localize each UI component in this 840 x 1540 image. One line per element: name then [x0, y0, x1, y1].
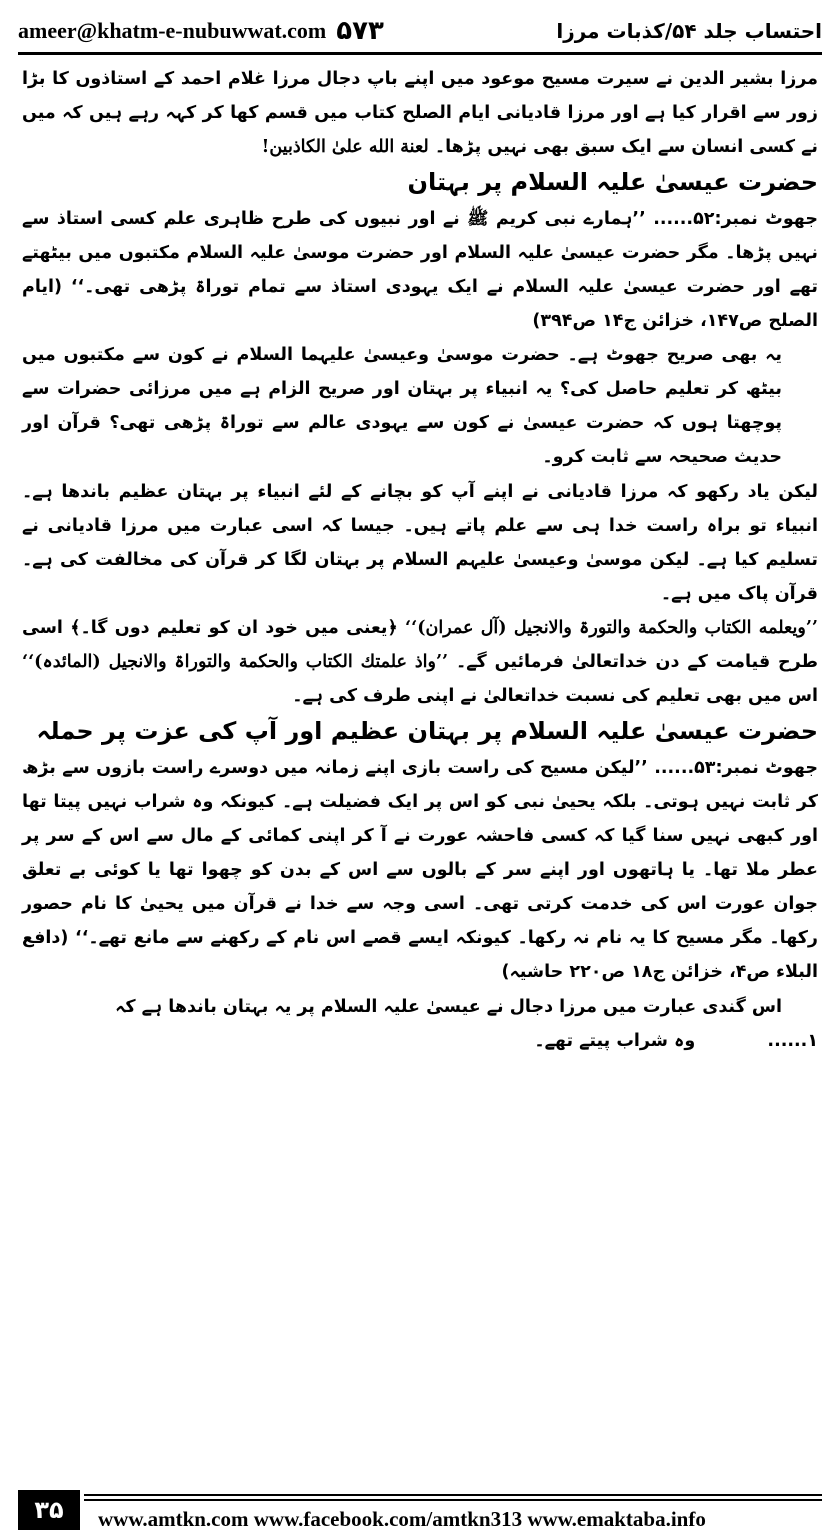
paragraph-prophets: لیکن یاد رکھو کہ مرزا قادیانی نے اپنے آپ کو بچانے کے لئے انبیاء پر بہتان عظیم باندھا ہے۔ انبیاء تو براہ راست خدا ہی سے علم پاتے ہیں۔ جیسا کہ اسی عبارت میں مرزا قادیانی نے تسلیم کیا ہے۔ لیکن موسیٰ وعیسیٰ علیہم السلام پر بہتان لگا کر قرآن کی مخالفت کی ہے۔ قرآن پاک میں ہے۔: [22, 481, 818, 604]
lie-53-quote: جھوٹ نمبر:۵۳...... ’’لیکن مسیح کی راست بازی اپنے زمانہ میں دوسرے راست بازوں سے بڑھ کر ثابت نہیں ہوتی۔ بلکہ یحییٰ نبی کو اس پر ایک فضیلت ہے۔ کیونکہ وہ شراب نہیں پیتا تھا اور کبھی نہیں سنا گیا کہ کسی فاحشہ عورت نے آ کر اپنی کمائی کے مال سے اس کے سر پر عطر ملا تھا۔ یا ہاتھوں اور اپنے سر کے بالوں سے اس کے بدن کو چھوا تھا یا کوئی بے تعلق جوان عورت اس کی خدمت کرتی تھی۔ اسی وجہ سے خدا نے قرآن میں یحییٰ کا نام حصور رکھا۔ مگر مسیح کا یہ نام نہ رکھا۔ کیونکہ ایسے قصے اس نام کے رکھنے سے مانع تھے۔‘‘: [22, 757, 818, 949]
footer-links: www.amtkn.com www.facebook.com/amtkn313 www.emaktaba.info: [98, 1507, 706, 1531]
paragraph-lie-52: [22, 202, 818, 339]
lie-52-reference: (ایام الصلح ص۱۴۷، خزائن ج۱۴ ص۳۹۴): [22, 276, 818, 331]
list-item-1: [22, 1024, 818, 1058]
paragraph-intro: [22, 62, 818, 164]
header-rule: [18, 52, 822, 55]
paragraph-quran: [22, 611, 818, 713]
header-page-number: ۵۷۳: [336, 16, 384, 46]
footer-rule-1: [84, 1494, 822, 1496]
footer-page-number: ۳۵: [18, 1490, 80, 1530]
footer-rules: [84, 1494, 822, 1504]
list-item-number: ۱......: [767, 1030, 818, 1051]
paragraph-rebuttal: یہ بھی صریح جھوٹ ہے۔ حضرت موسیٰ وعیسیٰ علیہما السلام نے کون سے مکتبوں میں بیٹھ کر تعلیم حاصل کی؟ یہ انبیاء پر بہتان اور صریح الزام ہے میں مرزائی حضرات سے پوچھتا ہوں کہ حضرت عیسیٰ نے کون سے یہودی عالم سے توراۃ پڑھی تھی؟ قرآن اور حدیث صحیحہ سے ثابت کرو۔: [22, 345, 782, 468]
lie-53-reference: (دافع البلاء ص۴، خزائن ج۱۸ ص۲۲۰ حاشیہ): [22, 928, 818, 983]
list-item-text: وہ شراب پیتے تھے۔: [534, 1030, 696, 1051]
quran-translation-2: اس میں بھی تعلیم کی نسبت خداتعالیٰ نے اپنی طرف کی ہے۔: [292, 686, 818, 707]
curse-text: لعنة الله علیٰ الکاذبین!: [261, 137, 429, 158]
page-body: [22, 62, 818, 1480]
quran-quote-1: ’’ویعلمه الکتاب والحکمة والتورۃ والانجیل (آل عمران)‘‘: [405, 618, 818, 639]
section-heading-2: حضرت عیسیٰ علیہ السلام پر بہتان عظیم اور آپ کی عزت پر حملہ: [36, 717, 818, 746]
header-left: [18, 16, 384, 46]
footer-rule-2: [84, 1499, 822, 1501]
section-heading-1: حضرت عیسیٰ علیہ السلام پر بہتان: [407, 168, 818, 197]
quran-quote-2: ’’واذ علمتك الکتاب والحکمة والتوراۃ والانجیل (المائدہ)‘‘: [22, 652, 449, 673]
paragraph-conclusion: اس گندی عبارت میں مرزا دجال نے عیسیٰ علیہ السلام پر یہ بہتان باندھا ہے کہ: [115, 996, 782, 1017]
header-email: ameer@khatm-e-nubuwwat.com: [18, 18, 327, 43]
intro-text: مرزا بشیر الدین نے سیرت مسیح موعود میں اپنے باپ دجال مرزا غلام احمد کے استاذوں کا بڑا زور سے اقرار کیا ہے اور مرزا قادیانی ایام الصلح کتاب میں قسم کھا کر کہہ رہے ہیں کہ میں نے کسی انسان سے ایک سبق بھی نہیں پڑھا۔: [22, 69, 818, 158]
page-footer: [18, 1490, 822, 1532]
quran-translation-1: ﴿یعنی میں خود ان کو تعلیم دوں گا۔﴾ اسی طرح قیامت کے دن خداتعالیٰ فرمائیں گے۔: [22, 618, 819, 673]
page-header: [18, 14, 822, 48]
paragraph-lie-53: [22, 751, 818, 990]
lie-52-quote: جھوٹ نمبر:۵۲...... ’’ہمارے نبی کریم ﷺ نے اور نبیوں کی طرح ظاہری علم کسی استاذ سے نہیں پڑھا۔ مگر حضرت عیسیٰ علیہ السلام اور حضرت موسیٰ علیہ السلام مکتبوں میں بیٹھتے تھے اور حضرت عیسیٰ علیہ السلام نے ایک یہودی استاذ سے تمام توراۃ پڑھی تھی۔‘‘: [22, 208, 818, 297]
header-book-title: احتساب جلد ۵۴/کذبات مرزا: [556, 19, 822, 43]
